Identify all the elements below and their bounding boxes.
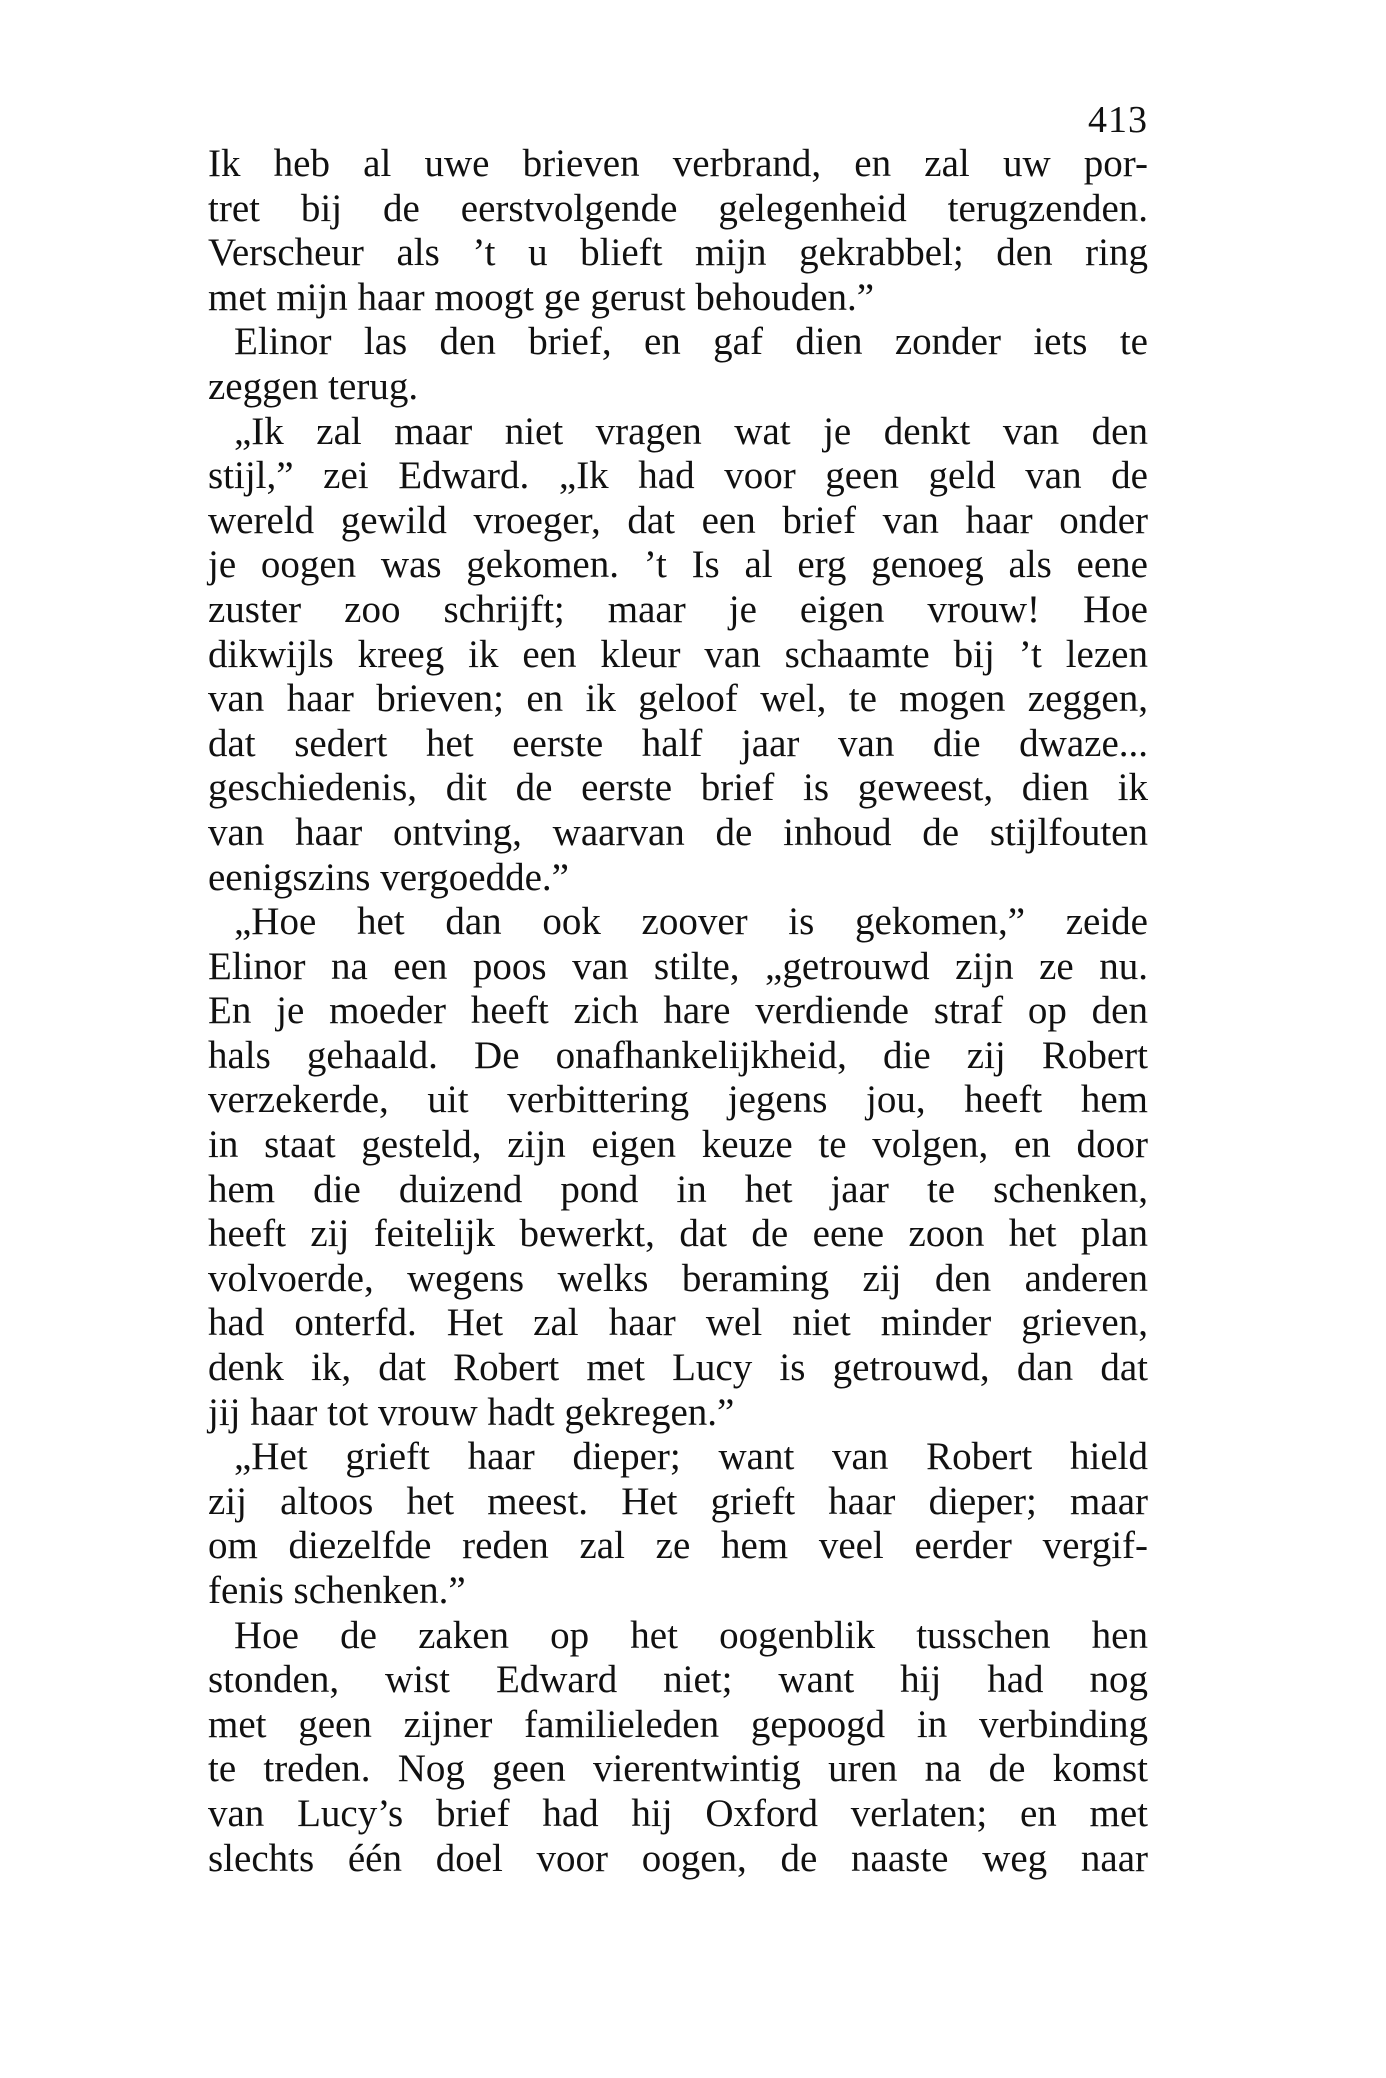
text-line: van haar ontving, waarvan de inhoud de stijlfouten <box>208 810 1148 854</box>
text-line: hem die duizend pond in het jaar te schenken, <box>208 1167 1148 1211</box>
text-line: wereld gewild vroeger, dat een brief van haar onder <box>208 498 1148 542</box>
text-line: zeggen terug. <box>208 364 419 408</box>
text-line: stonden, wist Edward niet; want hij had nog <box>208 1658 1148 1702</box>
text-line: had onterfd. Het zal haar wel niet minder grieven, <box>208 1301 1148 1345</box>
text-line: zuster zoo schrijft; maar je eigen vrouw! Hoe <box>208 587 1148 631</box>
text-line: hals gehaald. De onafhankelijkheid, die zij Robert <box>208 1033 1148 1077</box>
text-line: zij altoos het meest. Het grieft haar dieper; maar <box>208 1479 1148 1523</box>
text-line: fenis schenken.” <box>208 1569 466 1612</box>
text-line: van haar brieven; en ik geloof wel, te mogen zeggen, <box>208 677 1148 721</box>
text-line: eenigszins vergoedde.” <box>208 855 569 899</box>
text-line: „Hoe het dan ook zoover is gekomen,” zeide <box>234 900 1148 944</box>
page-number: 413 <box>1088 99 1148 141</box>
text-line: in staat gesteld, zijn eigen keuze te volgen, en door <box>208 1123 1148 1167</box>
text-line: met geen zijner familieleden gepoogd in verbinding <box>208 1702 1148 1746</box>
text-line: Ik heb al uwe brieven verbrand, en zal uw por- <box>208 142 1148 185</box>
text-line: En je moeder heeft zich hare verdiende straf op den <box>208 989 1148 1033</box>
text-line: slechts één doel voor oogen, de naaste weg naar <box>208 1836 1148 1880</box>
text-line: van Lucy’s brief had hij Oxford verlaten; en met <box>208 1791 1148 1835</box>
text-line: „Het grieft haar dieper; want van Robert hield <box>234 1435 1148 1479</box>
text-line: geschiedenis, dit de eerste brief is geweest, dien ik <box>208 766 1148 810</box>
body-text <box>208 142 1148 1881</box>
text-line: heeft zij feitelijk bewerkt, dat de eene zoon het plan <box>208 1212 1148 1256</box>
text-line: volvoerde, wegens welks beraming zij den anderen <box>208 1256 1148 1300</box>
text-line: verzekerde, uit verbittering jegens jou, heeft hem <box>208 1078 1148 1122</box>
text-line: dat sedert het eerste half jaar van die dwaze... <box>208 721 1148 765</box>
text-line: „Ik zal maar niet vragen wat je denkt van den <box>234 409 1148 453</box>
text-line: Elinor las den brief, en gaf dien zonder iets te <box>234 320 1148 364</box>
text-line: Elinor na een poos van stilte, „getrouwd zijn ze nu. <box>208 944 1148 988</box>
text-line: denk ik, dat Robert met Lucy is getrouwd, dan dat <box>208 1346 1148 1390</box>
text-line: dikwijls kreeg ik een kleur van schaamte bij ’t lezen <box>208 632 1148 676</box>
text-line: Hoe de zaken op het oogenblik tusschen hen <box>234 1613 1148 1657</box>
text-line: te treden. Nog geen vierentwintig uren na de komst <box>208 1747 1148 1791</box>
text-line: tret bij de eerstvolgende gelegenheid terugzenden. <box>208 186 1148 230</box>
text-line: om diezelfde reden zal ze hem veel eerder vergif- <box>208 1524 1148 1568</box>
text-line: stijl,” zei Edward. „Ik had voor geen geld van de <box>208 454 1148 498</box>
text-line: Verscheur als ’t u blieft mijn gekrabbel; den ring <box>208 231 1148 275</box>
text-line: je oogen was gekomen. ’t Is al erg genoeg als eene <box>208 543 1148 587</box>
text-line: jij haar tot vrouw hadt gekregen.” <box>208 1390 735 1434</box>
text-line: met mijn haar moogt ge gerust behouden.” <box>208 275 875 319</box>
